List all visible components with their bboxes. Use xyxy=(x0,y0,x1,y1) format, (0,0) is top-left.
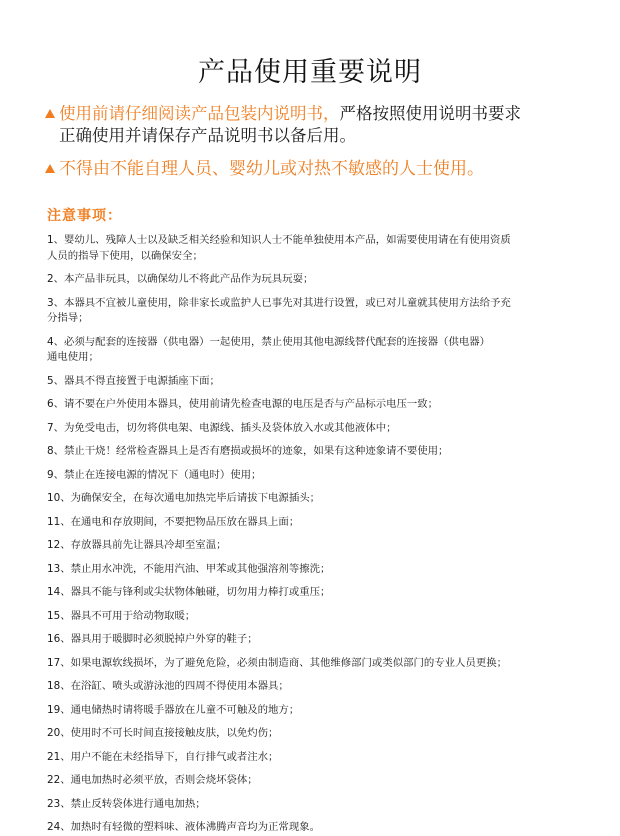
warning-triangle-icon xyxy=(45,109,55,118)
notice-item: 9、禁止在连接电源的情况下（通电时）使用； xyxy=(47,468,262,481)
page-title: 产品使用重要说明 xyxy=(198,57,422,88)
notice-item: 2、本产品非玩具，以确保幼儿不将此产品作为玩具玩耍； xyxy=(47,273,314,285)
notice-item: 1、婴幼儿、残障人士以及缺乏相关经验和知识人士不能单独使用本产品，如需要使用请在有使用资质 人员的指导下使用，以确保安全； xyxy=(47,234,511,262)
notice-item: 18、在浴缸、喷头或游泳池的四周不得使用本器具； xyxy=(47,680,289,692)
notice-item: 6、请不要在户外使用本器具，使用前请先检查电源的电压是否与产品标示电压一致； xyxy=(47,398,439,410)
notice-item: 20、使用时不可长时间直接接触皮肤，以免灼伤； xyxy=(47,727,279,739)
notice-item: 22、通电加热时必须平放，否则会烧坏袋体； xyxy=(47,774,258,786)
notice-item: 13、禁止用水冲洗，不能用汽油、甲苯或其他强溶剂等擦洗； xyxy=(47,562,331,575)
notice-item: 17、如果电源软线损坏，为了避免危险，必须由制造商、其他维修部门或类似部门的专业人员更换； xyxy=(47,656,508,669)
notice-item: 10、为确保安全，在每次通电加热完毕后请拔下电源插头； xyxy=(47,492,320,504)
warning-text xyxy=(59,158,484,180)
notice-item: 24、加热时有轻微的塑料味、液体沸腾声音均为正常现象。 xyxy=(47,821,320,833)
warning-highlight-text: 不得由不能自理人员、婴幼儿或对热不敏感的人士使用。 xyxy=(59,159,484,179)
notice-item: 16、器具用于暖脚时必须脱掉户外穿的鞋子； xyxy=(47,633,258,645)
notice-item: 12、存放器具前先让器具冷却至室温； xyxy=(47,539,227,551)
notice-item: 5、器具不得直接置于电源插座下面； xyxy=(47,374,220,387)
notice-item: 21、用户不能在未经指导下，自行排气或者注水； xyxy=(47,750,279,763)
notice-item: 23、禁止反转袋体进行通电加热； xyxy=(47,797,206,810)
warning-text xyxy=(59,103,521,147)
notice-item: 3、本器具不宜被儿童使用，除非家长或监护人已事先对其进行设置，或已对儿童就其使用方法给予充 分指导； xyxy=(47,296,511,324)
notice-item: 14、器具不能与锋利或尖状物体触碰，切勿用力棒打或重压； xyxy=(47,586,331,598)
warning-triangle-icon xyxy=(45,164,55,173)
notice-item: 19、通电储热时请将暖手器放在儿童不可触及的地方； xyxy=(47,703,300,716)
notice-heading: 注意事项： xyxy=(47,208,122,224)
notice-list xyxy=(47,225,587,836)
notice-item: 15、器具不可用于给动物取暖； xyxy=(47,609,196,622)
warning-restricted-users xyxy=(45,158,585,180)
warning-body-text: 严格按照使用说明书要求 正确使用并请保存产品说明书以备后用。 xyxy=(59,104,521,145)
warning-highlight-text: 使用前请仔细阅读产品包装内说明书， xyxy=(59,104,340,123)
notice-item: 7、为免受电击，切勿将供电架、电源线、插头及袋体放入水或其他液体中； xyxy=(47,421,397,434)
notice-item: 8、禁止干烧！经常检查器具上是否有磨损或损坏的迹象，如果有这种迹象请不要使用； xyxy=(47,445,449,457)
notice-item: 11、在通电和存放期间，不要把物品压放在器具上面； xyxy=(47,515,300,528)
notice-item: 4、必须与配套的连接器（供电器）一起使用，禁止使用其他电源线替代配套的连接器（供电器） 通电使用； xyxy=(47,335,491,363)
warning-read-manual xyxy=(45,103,585,147)
